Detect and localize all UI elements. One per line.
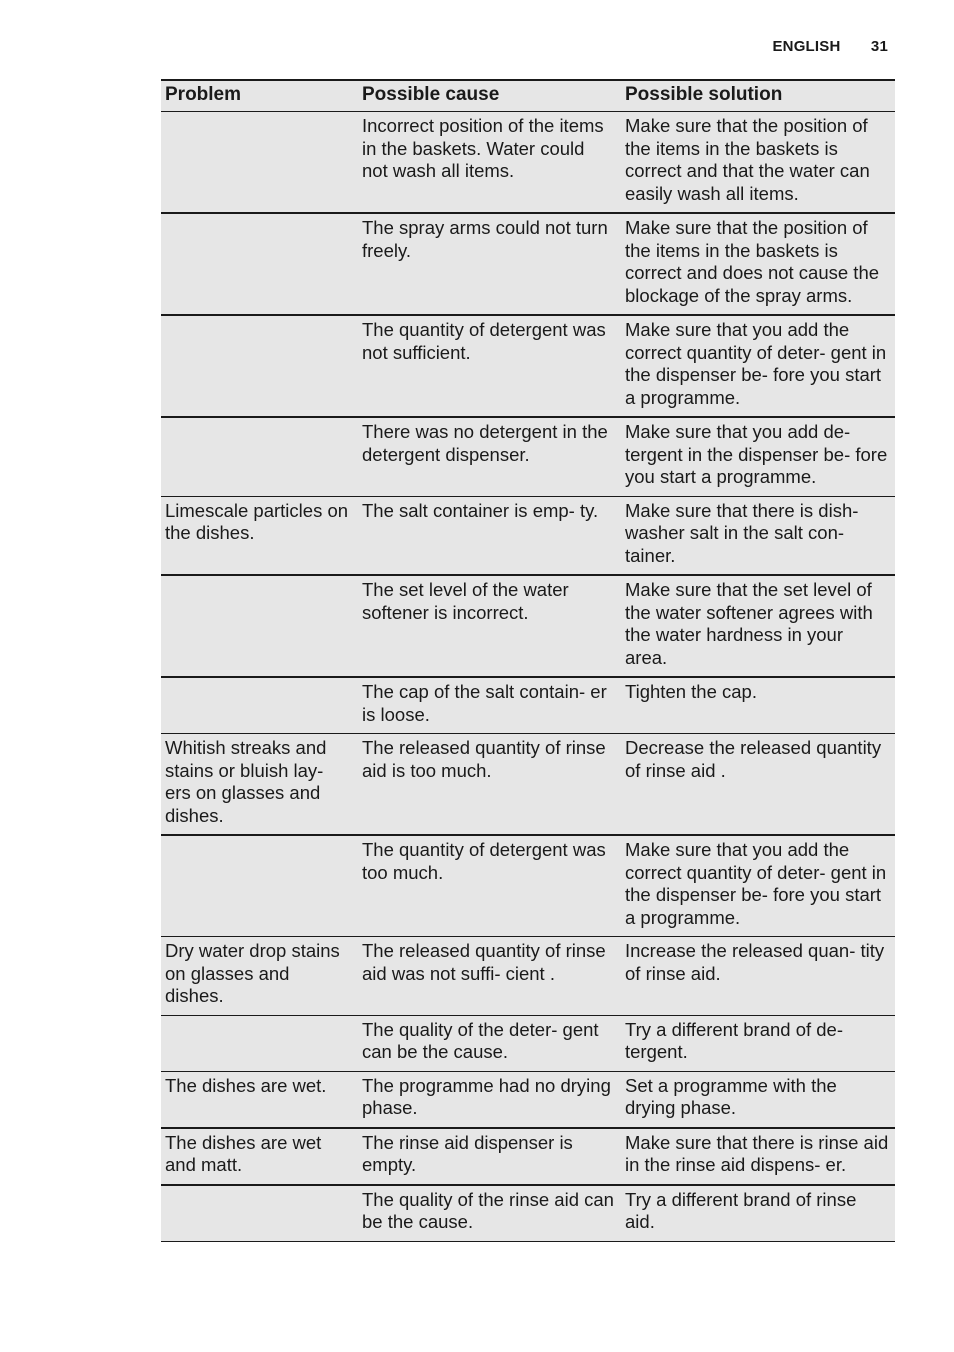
cause-cell: There was no detergent in the detergent dispenser. xyxy=(358,417,621,496)
table-row xyxy=(161,1185,895,1242)
cause-cell: The quantity of detergent was too much. xyxy=(358,835,621,937)
table-row xyxy=(161,734,895,836)
column-header-problem: Problem xyxy=(161,80,358,112)
cause-cell: The programme had no drying phase. xyxy=(358,1071,621,1128)
problem-cell: Whitish streaks and stains or bluish lay- ers on glasses and dishes. xyxy=(161,734,358,836)
cause-cell: The released quantity of rinse aid is too much. xyxy=(358,734,621,836)
cause-cell: The cap of the salt contain- er is loose. xyxy=(358,677,621,734)
solution-cell: Decrease the released quantity of rinse aid . xyxy=(621,734,895,836)
cause-cell: The released quantity of rinse aid was not suffi- cient . xyxy=(358,937,621,1016)
problem-cell: The dishes are wet and matt. xyxy=(161,1128,358,1185)
troubleshooting-table xyxy=(161,79,895,1242)
solution-cell: Make sure that the set level of the water softener agrees with the water hardness in your area. xyxy=(621,575,895,677)
solution-cell: Set a programme with the drying phase. xyxy=(621,1071,895,1128)
cause-cell: The quality of the deter- gent can be the cause. xyxy=(358,1015,621,1071)
table-header-row xyxy=(161,80,895,112)
column-header-solution: Possible solution xyxy=(621,80,895,112)
solution-cell: Make sure that you add de- tergent in the dispenser be- fore you start a programme. xyxy=(621,417,895,496)
problem-cell xyxy=(161,417,358,496)
table-row xyxy=(161,496,895,575)
problem-cell xyxy=(161,835,358,937)
cause-cell: The quantity of detergent was not sufficient. xyxy=(358,315,621,417)
solution-cell: Increase the released quan- tity of rinse aid. xyxy=(621,937,895,1016)
table-row xyxy=(161,315,895,417)
table-row xyxy=(161,213,895,315)
problem-cell xyxy=(161,1015,358,1071)
table-row xyxy=(161,937,895,1016)
column-header-cause: Possible cause xyxy=(358,80,621,112)
solution-cell: Try a different brand of de- tergent. xyxy=(621,1015,895,1071)
table-row xyxy=(161,835,895,937)
problem-cell: Limescale particles on the dishes. xyxy=(161,496,358,575)
solution-cell: Tighten the cap. xyxy=(621,677,895,734)
table-row xyxy=(161,1071,895,1128)
problem-cell xyxy=(161,575,358,677)
cause-cell: The spray arms could not turn freely. xyxy=(358,213,621,315)
solution-cell: Make sure that there is rinse aid in the rinse aid dispens- er. xyxy=(621,1128,895,1185)
problem-cell xyxy=(161,213,358,315)
solution-cell: Make sure that the position of the items in the baskets is correct and does not cause the blockage of the spray arms. xyxy=(621,213,895,315)
cause-cell: The salt container is emp- ty. xyxy=(358,496,621,575)
language-label: ENGLISH xyxy=(772,38,841,55)
problem-cell: Dry water drop stains on glasses and dishes. xyxy=(161,937,358,1016)
cause-cell: Incorrect position of the items in the baskets. Water could not wash all items. xyxy=(358,112,621,214)
solution-cell: Make sure that you add the correct quantity of deter- gent in the dispenser be- fore you start a programme. xyxy=(621,315,895,417)
table-row xyxy=(161,677,895,734)
problem-cell xyxy=(161,112,358,214)
table-row xyxy=(161,575,895,677)
table-row xyxy=(161,112,895,214)
page-header xyxy=(772,38,888,55)
solution-cell: Try a different brand of rinse aid. xyxy=(621,1185,895,1242)
problem-cell: The dishes are wet. xyxy=(161,1071,358,1128)
cause-cell: The quality of the rinse aid can be the cause. xyxy=(358,1185,621,1242)
problem-cell xyxy=(161,677,358,734)
table-row xyxy=(161,417,895,496)
solution-cell: Make sure that the position of the items in the baskets is correct and that the water can easily wash all items. xyxy=(621,112,895,214)
solution-cell: Make sure that there is dish- washer salt in the salt con- tainer. xyxy=(621,496,895,575)
problem-cell xyxy=(161,1185,358,1242)
table-row xyxy=(161,1128,895,1185)
cause-cell: The rinse aid dispenser is empty. xyxy=(358,1128,621,1185)
table-row xyxy=(161,1015,895,1071)
cause-cell: The set level of the water softener is incorrect. xyxy=(358,575,621,677)
solution-cell: Make sure that you add the correct quantity of deter- gent in the dispenser be- fore you start a programme. xyxy=(621,835,895,937)
problem-cell xyxy=(161,315,358,417)
page-number: 31 xyxy=(870,38,888,55)
